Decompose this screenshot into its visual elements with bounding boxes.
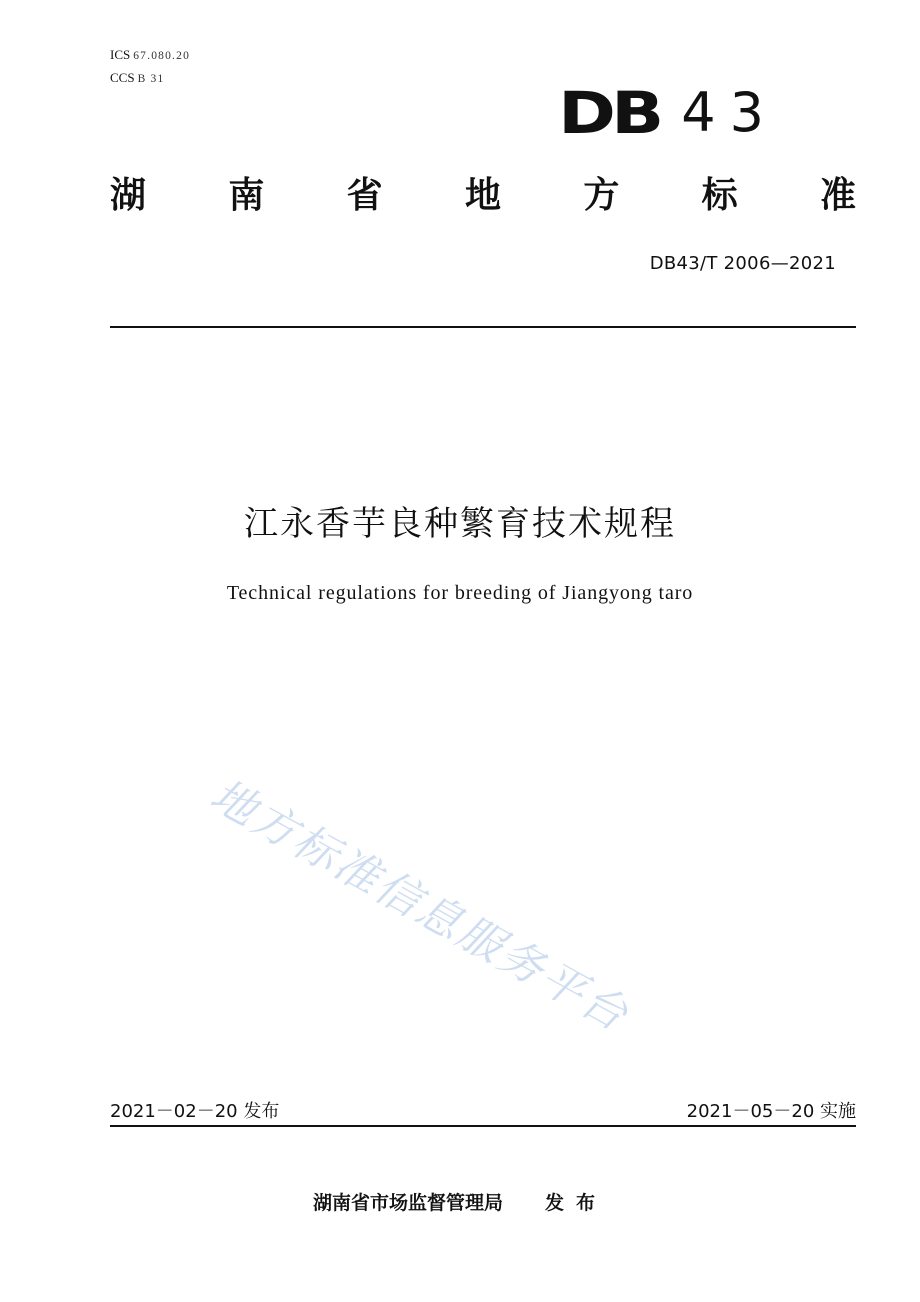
ccs-value: B 31	[137, 73, 165, 85]
heading-char: 准	[819, 175, 856, 216]
watermark: 地方标准信息服务平台	[201, 769, 638, 1043]
ics-value: 67.080.20	[133, 50, 191, 62]
top-divider	[110, 326, 856, 328]
heading-char: 省	[346, 175, 383, 216]
heading-char: 南	[228, 175, 265, 216]
db-standard-mark	[558, 79, 778, 147]
publisher-action: 发布	[545, 1192, 608, 1214]
heading-char: 方	[583, 175, 620, 216]
publisher-line	[0, 1188, 920, 1215]
classification-codes	[110, 44, 190, 90]
implementation-date: 2021－05－20 实施	[686, 1101, 856, 1122]
issue-date: 2021－02－20 发布	[110, 1101, 280, 1122]
document-title-en: Technical regulations for breeding of Jiangyong taro	[226, 582, 694, 604]
standard-type-heading	[110, 172, 856, 220]
bottom-divider	[110, 1125, 856, 1127]
ccs-code	[110, 67, 190, 90]
db-province-number: 43	[681, 81, 778, 144]
ccs-label: CCS	[110, 70, 135, 85]
heading-char: 地	[464, 175, 501, 216]
document-title-zh: 江永香芋良种繁育技术规程	[244, 504, 676, 544]
ics-label: ICS	[110, 47, 131, 62]
db-logo-text: DB	[558, 79, 660, 147]
standard-number: DB43/T 2006—2021	[649, 253, 836, 274]
ics-code	[110, 44, 190, 67]
publisher-name: 湖南省市场监督管理局	[312, 1192, 503, 1214]
heading-char: 湖	[110, 175, 147, 216]
heading-char: 标	[701, 175, 738, 216]
